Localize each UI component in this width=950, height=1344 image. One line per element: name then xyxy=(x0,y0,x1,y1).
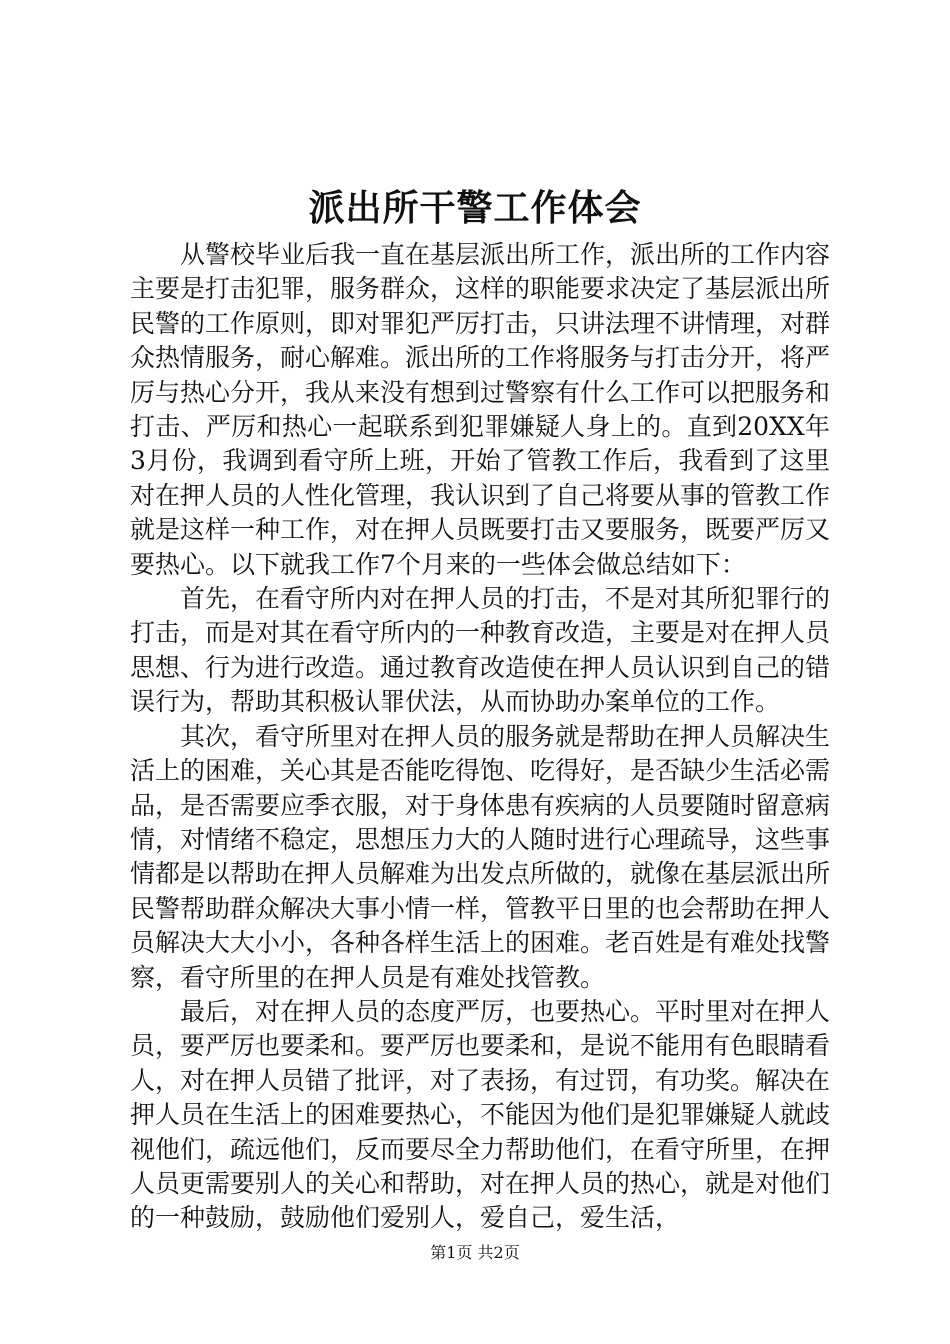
document-body xyxy=(130,238,830,1236)
page-footer: 第1页 共2页 xyxy=(430,1243,520,1262)
paragraph-first: 首先，在看守所内对在押人员的打击，不是对其所犯罪行的打击，而是对其在看守所内的一种教育改造，主要是对在押人员思想、行为进行改造。通过教育改造使在押人员认识到自己的错误行为，帮助其积极认罪伏法，从而协助办案单位的工作。 xyxy=(130,584,831,717)
paragraph-intro: 从警校毕业后我一直在基层派出所工作，派出所的工作内容主要是打击犯罪，服务群众，这样的职能要求决定了基层派出所民警的工作原则，即对罪犯严厉打击，只讲法理不讲情理，对群众热情服务，耐心解难。派出所的工作将服务与打击分开，将严厉与热心分开，我从来没有想到过警察有什么工作可以把服务和打击、严厉和热心一起联系到犯罪嫌疑人身上的。直到20XX年3月份，我调到看守所上班，开始了管教工作后，我看到了这里对在押人员的人性化管理，我认识到了自己将要从事的管教工作就是这样一种工作，对在押人员既要打击又要服务，既要严厉又要热心。以下就我工作7个月来的一些体会做总结如下： xyxy=(130,240,831,579)
document-title: 派出所干警工作体会 xyxy=(308,187,642,229)
paragraph-second: 其次，看守所里对在押人员的服务就是帮助在押人员解决生活上的困难，关心其是否能吃得饱、吃得好，是否缺少生活必需品，是否需要应季衣服，对于身体患有疾病的人员要随时留意病情，对情绪不稳定，思想压力大的人随时进行心理疏导，这些事情都是以帮助在押人员解难为出发点所做的，就像在基层派出所民警帮助群众解决大事小情一样，管教平日里的也会帮助在押人员解决大大小小，各种各样生活上的困难。老百姓是有难处找警察，看守所里的在押人员是有难处找管教。 xyxy=(130,721,831,992)
paragraph-last: 最后，对在押人员的态度严厉，也要热心。平时里对在押人员，要严厉也要柔和。要严厉也要柔和，是说不能用有色眼睛看人，对在押人员错了批评，对了表扬，有过罚，有功奖。解决在押人员在生活上的困难要热心，不能因为他们是犯罪嫌疑人就歧视他们，疏远他们，反而要尽全力帮助他们，在看守所里，在押人员更需要别人的关心和帮助，对在押人员的热心，就是对他们的一种鼓励，鼓励他们爱别人，爱自己，爱生活， xyxy=(130,996,831,1233)
